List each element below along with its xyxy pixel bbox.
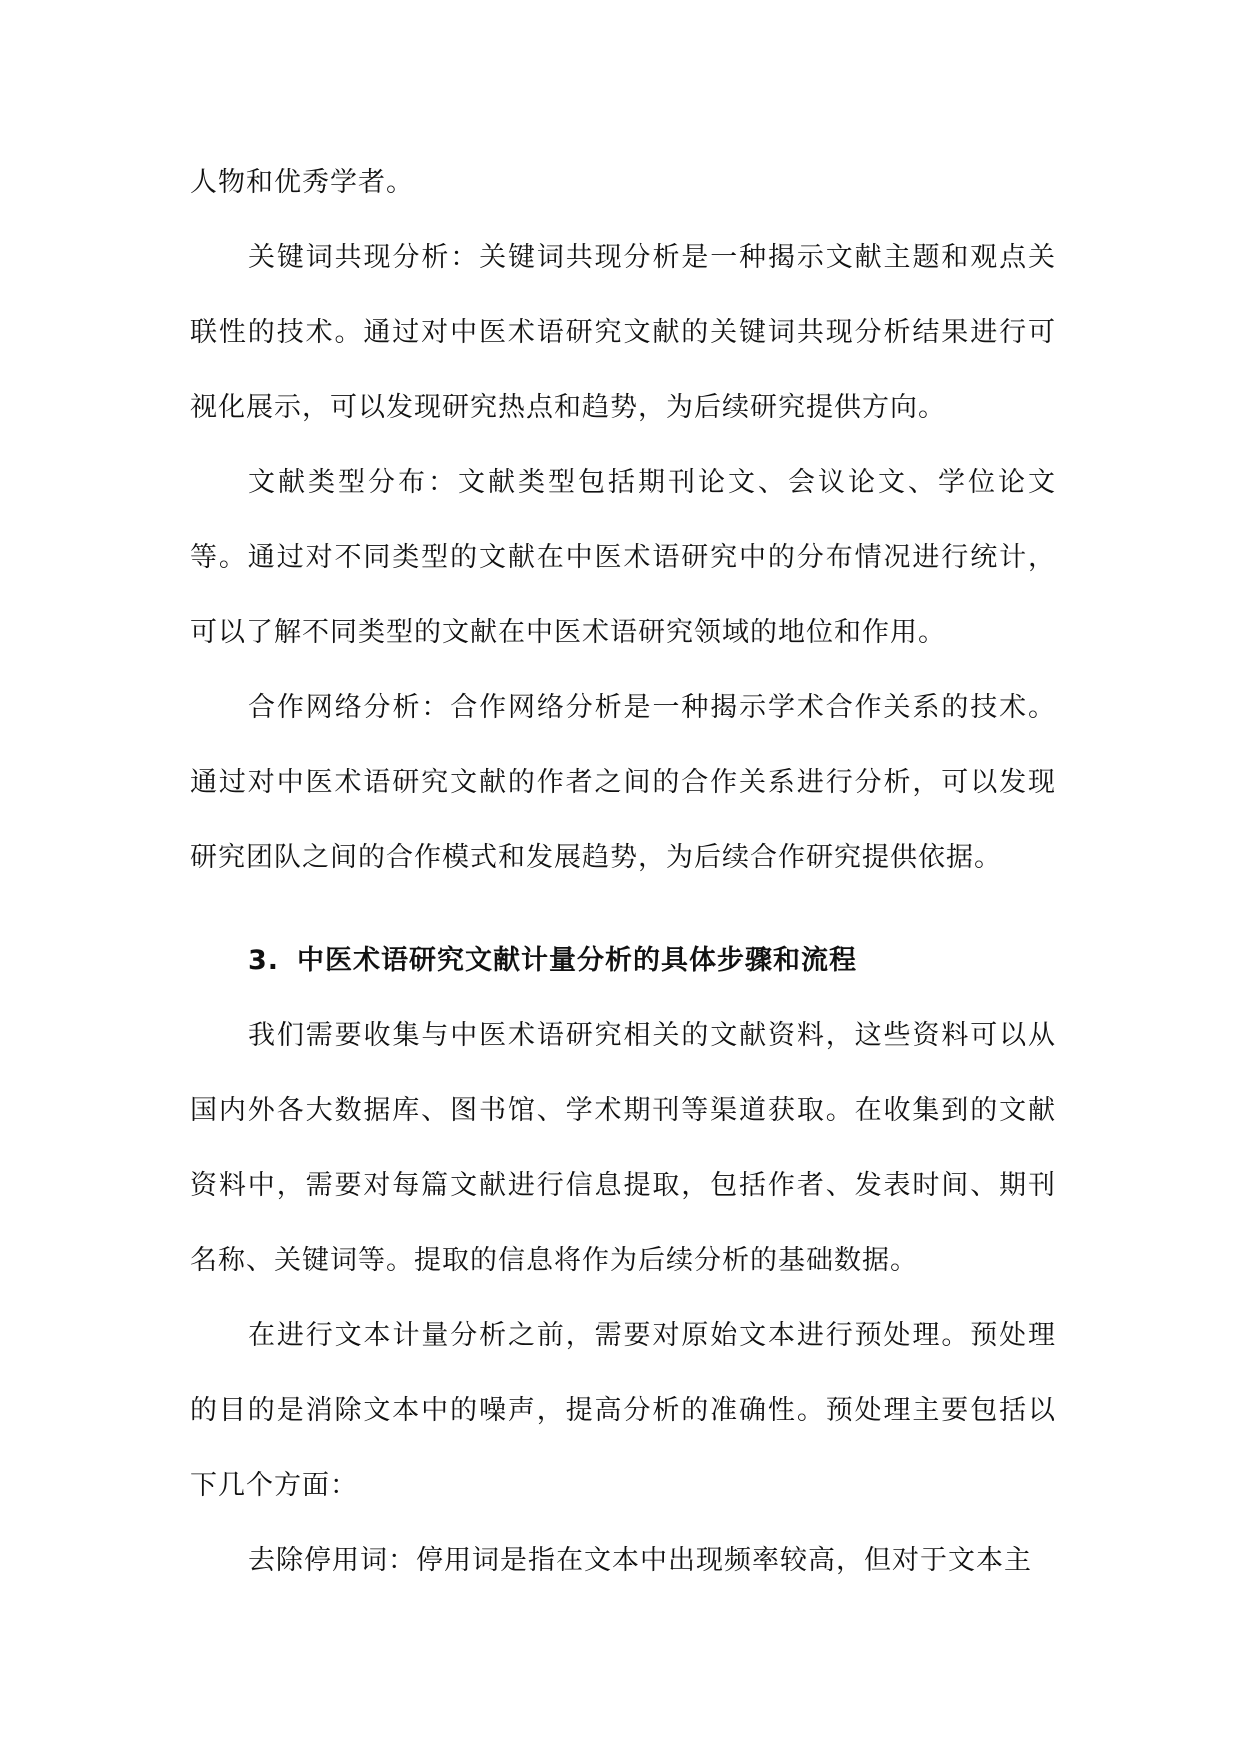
paragraph-collaboration-network: 合作网络分析：合作网络分析是一种揭示学术合作关系的技术。通过对中医术语研究文献的作者之间的合作关系进行分析，可以发现研究团队之间的合作模式和发展趋势，为后续合作研究提供依据。 xyxy=(190,692,1056,873)
paragraph-data-collection: 我们需要收集与中医术语研究相关的文献资料，这些资料可以从国内外各大数据库、图书馆、学术期刊等渠道获取。在收集到的文献资料中，需要对每篇文献进行信息提取，包括作者、发表时间、期刊名称、关键词等。提取的信息将作为后续分析的基础数据。 xyxy=(190,1020,1056,1276)
paragraph-document-type-distribution: 文献类型分布：文献类型包括期刊论文、会议论文、学位论文等。通过对不同类型的文献在中医术语研究中的分布情况进行统计，可以了解不同类型的文献在中医术语研究领域的地位和作用。 xyxy=(190,467,1056,648)
paragraph-preprocessing: 在进行文本计量分析之前，需要对原始文本进行预处理。预处理的目的是消除文本中的噪声，提高分析的准确性。预处理主要包括以下几个方面： xyxy=(190,1320,1056,1501)
section-number: 3. xyxy=(248,945,280,976)
paragraph-keyword-cooccurrence: 关键词共现分析：关键词共现分析是一种揭示文献主题和观点关联性的技术。通过对中医术语研究文献的关键词共现分析结果进行可视化展示，可以发现研究热点和趋势，为后续研究提供方向。 xyxy=(190,242,1056,423)
paragraph-continuation: 人物和优秀学者。 xyxy=(190,167,414,198)
section-heading xyxy=(190,923,1056,998)
paragraph-stopword-removal: 去除停用词：停用词是指在文本中出现频率较高，但对于文本主 xyxy=(248,1545,1032,1576)
document-body xyxy=(190,145,1056,1598)
section-title: 中医术语研究文献计量分析的具体步骤和流程 xyxy=(297,945,858,976)
